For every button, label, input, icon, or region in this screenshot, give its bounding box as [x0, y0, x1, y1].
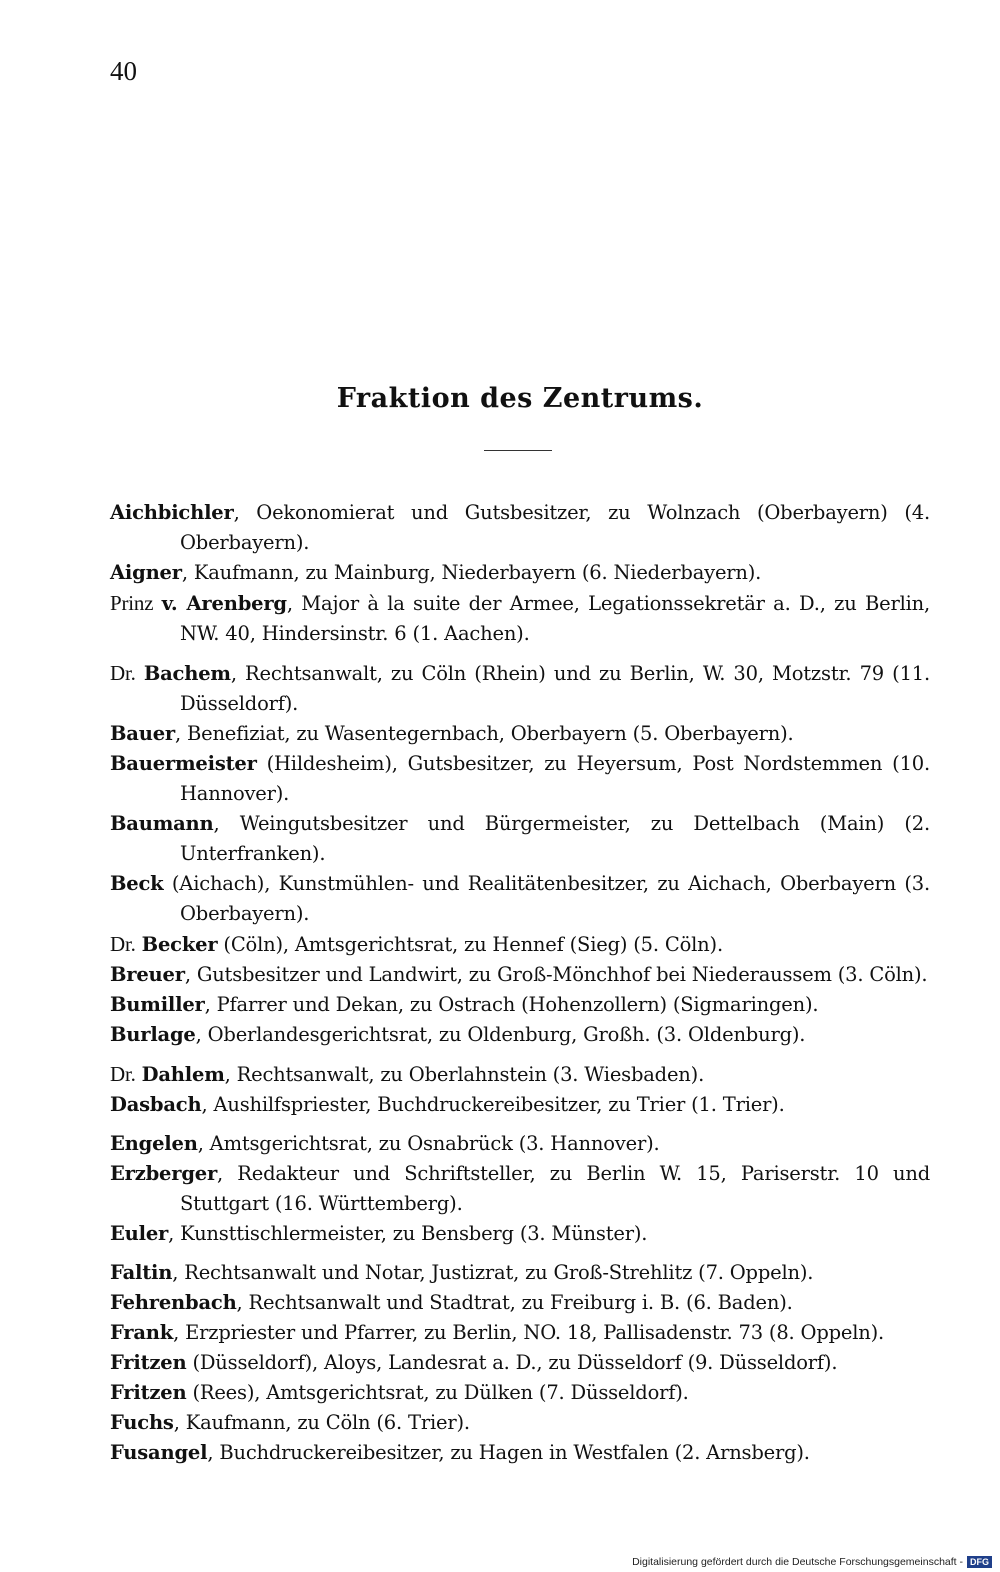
- member-description: , Pfarrer und Dekan, zu Ostrach (Hohenzollern) (Sigmaringen).: [204, 993, 819, 1016]
- member-entry: [110, 1090, 930, 1120]
- member-entry: [110, 1348, 930, 1378]
- member-entry: [110, 1378, 930, 1408]
- member-name: Breuer: [110, 963, 185, 986]
- member-name: Bumiller: [110, 993, 205, 1016]
- member-description: , Rechtsanwalt, zu Cöln (Rhein) und zu Berlin, W. 30, Motzstr. 79 (11. Düsseldorf).: [180, 662, 930, 715]
- member-entry: [110, 1318, 930, 1348]
- member-name: Aichbichler: [110, 501, 234, 524]
- digitization-footer: [632, 1556, 992, 1568]
- member-name: Beck: [110, 872, 164, 895]
- member-name: Bachem: [143, 662, 231, 685]
- member-entry: [110, 749, 930, 809]
- member-name: Erzberger: [110, 1162, 218, 1185]
- member-entry: [110, 1288, 930, 1318]
- section-heading: Fraktion des Zentrums.: [336, 383, 704, 414]
- member-description: , Kaufmann, zu Mainburg, Niederbayern (6. Niederbayern).: [181, 561, 762, 584]
- member-description: , Erzpriester und Pfarrer, zu Berlin, NO. 18, Pallisadenstr. 73 (8. Oppeln).: [173, 1321, 885, 1344]
- member-entry: [110, 929, 930, 960]
- member-entry: [110, 1129, 930, 1159]
- member-title: Prinz: [110, 591, 154, 615]
- member-entry: [110, 990, 930, 1020]
- member-list: [110, 498, 930, 1477]
- member-name: Euler: [110, 1222, 169, 1245]
- member-description: (Aichach), Kunstmühlen- und Realitätenbesitzer, zu Aichach, Oberbayern (3. Oberbayern).: [163, 872, 930, 925]
- member-description: , Rechtsanwalt und Notar, Justizrat, zu Groß-Strehlitz (7. Oppeln).: [172, 1261, 814, 1284]
- member-entry: [110, 809, 930, 869]
- member-description: , Kaufmann, zu Cöln (6. Trier).: [173, 1411, 470, 1434]
- member-name: Fritzen: [110, 1381, 187, 1404]
- member-description: , Amtsgerichtsrat, zu Osnabrück (3. Hannover).: [197, 1132, 660, 1155]
- member-name: v. Arenberg: [161, 592, 287, 615]
- member-description: , Major à la suite der Armee, Legationssekretär a. D., zu Berlin, NW. 40, Hindersinstr. 6 (1. Aachen).: [180, 592, 931, 645]
- member-description: , Kunsttischlermeister, zu Bensberg (3. Münster).: [168, 1222, 648, 1245]
- member-description: , Gutsbesitzer und Landwirt, zu Groß-Mönchhof bei Niederaussem (3. Cöln).: [184, 963, 928, 986]
- member-entry: [110, 869, 930, 929]
- member-entry: [110, 1408, 930, 1438]
- member-name: Frank: [110, 1321, 174, 1344]
- member-entry: [110, 1219, 930, 1249]
- page-number: 40: [110, 56, 137, 86]
- member-name: Dasbach: [110, 1093, 202, 1116]
- member-description: , Oekonomierat und Gutsbesitzer, zu Wolnzach (Oberbayern) (4. Oberbayern).: [180, 501, 930, 554]
- member-name: Baumann: [110, 812, 214, 835]
- member-entry: [110, 658, 930, 719]
- member-name: Aigner: [110, 561, 182, 584]
- member-name: Engelen: [110, 1132, 198, 1155]
- member-entry: [110, 1159, 930, 1219]
- member-entry: [110, 558, 930, 588]
- footer-credit: Digitalisierung gefördert durch die Deutsche Forschungsgemeinschaft -: [632, 1556, 963, 1568]
- member-description: (Hildesheim), Gutsbesitzer, zu Heyersum, Post Nordstemmen (10. Hannover).: [180, 752, 930, 805]
- member-description: , Redakteur und Schriftsteller, zu Berlin W. 15, Pariserstr. 10 und Stuttgart (16. Württemberg).: [180, 1162, 930, 1215]
- member-name: Dahlem: [141, 1063, 225, 1086]
- member-entry: [110, 1438, 930, 1468]
- member-name: Fritzen: [110, 1351, 187, 1374]
- member-name: Faltin: [110, 1261, 173, 1284]
- letter-group: [110, 498, 930, 649]
- member-name: Fuchs: [110, 1411, 174, 1434]
- member-title: Dr.: [110, 1062, 136, 1086]
- member-entry: [110, 588, 930, 649]
- member-title: Dr.: [110, 932, 136, 956]
- letter-group: [110, 658, 930, 1050]
- member-description: , Rechtsanwalt, zu Oberlahnstein (3. Wiesbaden).: [224, 1063, 705, 1086]
- member-entry: [110, 1059, 930, 1090]
- member-name: Bauermeister: [110, 752, 257, 775]
- letter-group: [110, 1129, 930, 1249]
- member-name: Bauer: [110, 722, 175, 745]
- member-description: , Oberlandesgerichtsrat, zu Oldenburg, Großh. (3. Oldenburg).: [195, 1023, 806, 1046]
- member-entry: [110, 1258, 930, 1288]
- member-name: Fusangel: [110, 1441, 208, 1464]
- member-entry: [110, 719, 930, 749]
- member-description: (Düsseldorf), Aloys, Landesrat a. D., zu Düsseldorf (9. Düsseldorf).: [186, 1351, 838, 1374]
- heading-divider: [484, 450, 552, 451]
- member-name: Burlage: [110, 1023, 196, 1046]
- member-description: , Buchdruckereibesitzer, zu Hagen in Westfalen (2. Arnsberg).: [207, 1441, 810, 1464]
- member-description: , Benefiziat, zu Wasentegernbach, Oberbayern (5. Oberbayern).: [174, 722, 794, 745]
- member-description: , Weingutsbesitzer und Bürgermeister, zu Dettelbach (Main) (2. Unterfranken).: [180, 812, 930, 865]
- member-name: Fehrenbach: [110, 1291, 237, 1314]
- member-name: Becker: [141, 933, 218, 956]
- letter-group: [110, 1258, 930, 1468]
- dfg-logo: DFG: [967, 1556, 992, 1568]
- letter-group: [110, 1059, 930, 1120]
- member-description: , Rechtsanwalt und Stadtrat, zu Freiburg i. B. (6. Baden).: [236, 1291, 793, 1314]
- member-description: (Cöln), Amtsgerichtsrat, zu Hennef (Sieg) (5. Cöln).: [217, 933, 723, 956]
- member-entry: [110, 1020, 930, 1050]
- member-description: , Aushilfspriester, Buchdruckereibesitzer, zu Trier (1. Trier).: [201, 1093, 785, 1116]
- member-entry: [110, 960, 930, 990]
- member-description: (Rees), Amtsgerichtsrat, zu Dülken (7. Düsseldorf).: [186, 1381, 689, 1404]
- member-entry: [110, 498, 930, 558]
- member-title: Dr.: [110, 661, 136, 685]
